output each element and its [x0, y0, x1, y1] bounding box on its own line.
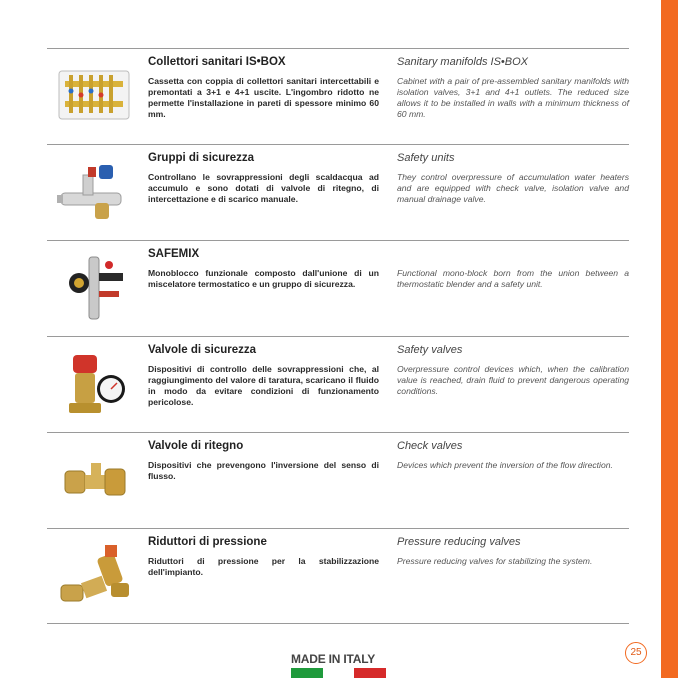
- item-title-en: Sanitary manifolds IS•BOX: [397, 56, 529, 68]
- product-row-safety-valves: [47, 336, 629, 432]
- flag-red-stripe: [354, 668, 386, 678]
- item-description-it: Riduttori di pressione per la stabilizzazione dell'impianto.: [148, 556, 379, 577]
- product-row-isbox: [47, 48, 629, 144]
- manifold-box-image: [55, 61, 135, 133]
- item-description-it: Dispositivi che prevengono l'inversione del senso di flusso.: [148, 460, 379, 481]
- item-description-en: Pressure reducing valves for stabilizing the system.: [397, 556, 593, 566]
- pressure-reducer-image: [55, 541, 135, 613]
- orange-side-bar: [661, 0, 678, 678]
- product-row-safety-units: [47, 144, 629, 240]
- item-description-en: Overpressure control devices which, when the calibration value is reached, drain fluid to prevent dangerous operating conditions.: [397, 364, 629, 396]
- safety-valve-image: [55, 349, 135, 421]
- item-description-en: They control overpressure of accumulation water heaters and are equipped with check valve, isolation valve and manual drainage valve.: [397, 172, 629, 204]
- item-title-it: Valvole di sicurezza: [148, 344, 257, 356]
- item-title-en: Safety valves: [397, 344, 463, 356]
- item-description-it: Dispositivi di controllo delle sovrappressioni che, al raggiungimento del valore di taratura, scaricano il fluido in modo da evitare condizioni di funzionamento pericolose.: [148, 364, 379, 407]
- product-row-check-valves: [47, 432, 629, 528]
- item-description-en: Functional mono-block born from the union between a thermostatic blender and a safety unit.: [397, 268, 629, 289]
- product-row-safemix: [47, 240, 629, 336]
- item-title-it: Collettori sanitari IS•BOX: [148, 56, 286, 68]
- item-description-it: Monoblocco funzionale composto dall'unione di un miscelatore termostatico e un gruppo di sicurezza.: [148, 268, 379, 289]
- item-title-it: Riduttori di pressione: [148, 536, 267, 548]
- item-title-it: SAFEMIX: [148, 248, 200, 260]
- item-title-en: Check valves: [397, 440, 463, 452]
- product-row-pressure-reducers: [47, 528, 629, 624]
- page-number: 25: [625, 642, 647, 664]
- item-title-en: Pressure reducing valves: [397, 536, 521, 548]
- flag-green-stripe: [291, 668, 323, 678]
- made-in-italy-label: MADE IN ITALY: [291, 652, 376, 666]
- item-description-en: Devices which prevent the inversion of the flow direction.: [397, 460, 613, 470]
- item-description-it: Cassetta con coppia di collettori sanitari intercettabili e premontati a 3+1 e 4+1 uscite. L'ingombro ridotto ne permette l'installazione in pareti di spessore minimo 60 mm.: [148, 76, 379, 119]
- item-title-it: Valvole di ritegno: [148, 440, 244, 452]
- item-title-en: Safety units: [397, 152, 455, 164]
- item-description-it: Controllano le sovrappressioni degli scaldacqua ad accumulo e sono dotati di valvole di ritegno, di intercettazione e di scarico manuale.: [148, 172, 379, 204]
- safemix-image: [55, 253, 135, 325]
- check-valve-image: [55, 445, 135, 517]
- item-description-en: Cabinet with a pair of pre-assembled sanitary manifolds with isolation valves, 3+1 and 4+1 outlets. The reduced size allows it to be installed in walls with a minimum thickness of 60 mm.: [397, 76, 629, 119]
- item-title-it: Gruppi di sicurezza: [148, 152, 255, 164]
- safety-unit-image: [55, 157, 135, 229]
- product-catalog: [47, 48, 629, 624]
